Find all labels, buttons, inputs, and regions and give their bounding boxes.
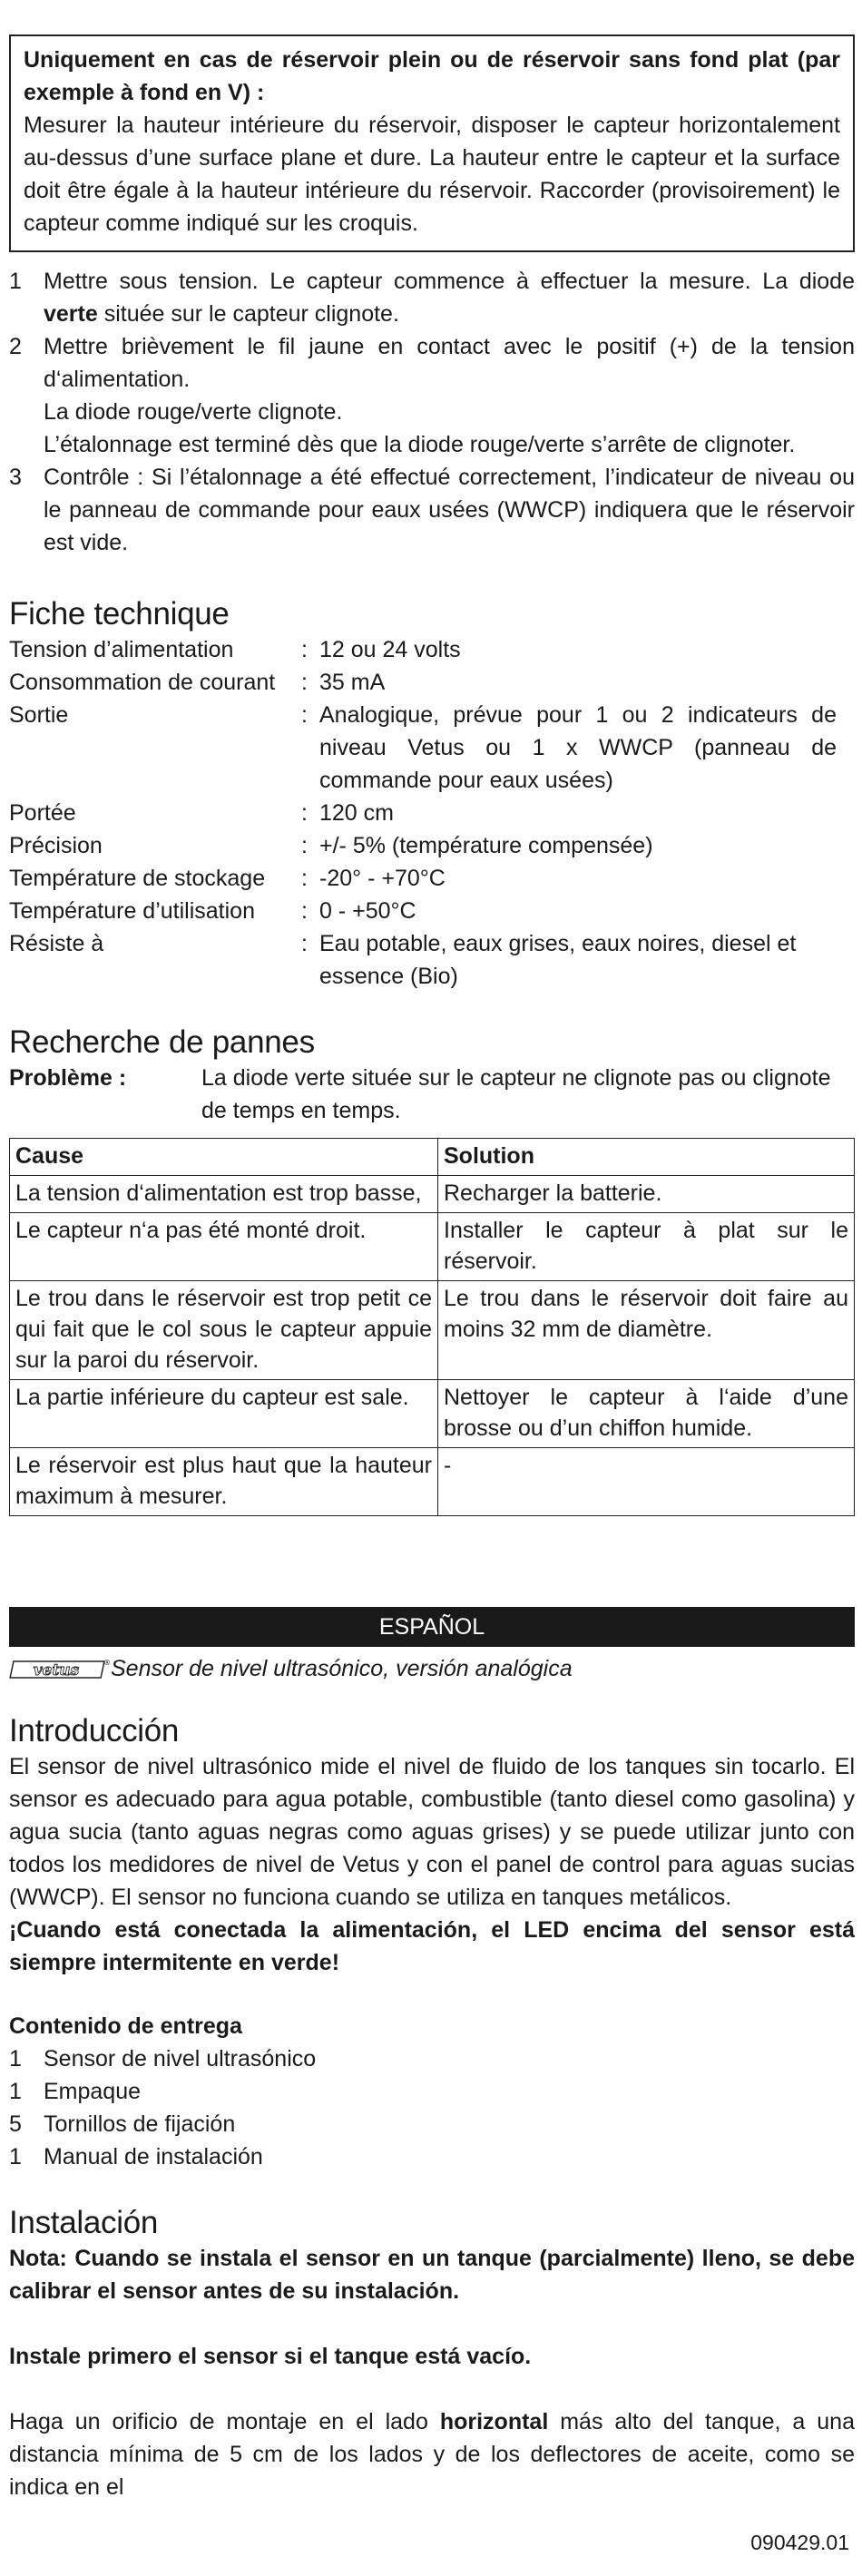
spec-colon: : [301,833,308,858]
note-body: Mesurer la hauteur intérieure du réservoir, disposer le capteur horizontalement au-dessus d’une surface plane et dure. La hauteur entre le capteur et la surface doit être égale à la hauteur intérieure du réservoir. Raccorder (provisoirement) le capteur comme indiqué sur les croquis. [24,113,840,236]
spec-row [9,699,855,797]
recherche-pannes-heading: Recherche de pannes [9,1024,315,1060]
table-row [10,1176,855,1213]
spec-value: 12 ou 24 volts [319,637,461,662]
intro-paragraph: El sensor de nivel ultrasónico mide el nivel de fluido de los tanques sin tocarlo. El sensor es adecuado para agua potable, combustible (tanto diesel como gasolina) y agua sucia (tanto aguas negras como aguas grises) y se puede utilizar junto con todos los medidores de nivel de Vetus y con el panel de control para aguas sucias (WWCP). El sensor no funciona cuando se utiliza en tanques metálicos. [9,1754,855,1910]
list-item [9,2108,855,2140]
solution-cell: Recharger la batterie. [438,1176,855,1213]
spec-row [9,862,855,895]
spec-row [9,666,855,699]
contents-heading: Contenido de entrega [9,2013,242,2039]
spec-key: Précision [9,833,103,858]
list-item [9,2042,855,2075]
intro-warning: ¡Cuando está conectada la alimentación, el LED encima del sensor está siempre intermitente en verde! [9,1917,855,1975]
vetus-logo-icon [9,1657,111,1680]
subtitle-text: Sensor de nivel ultrasónico, versión analógica [111,1656,573,1681]
spec-list [9,633,855,993]
spec-row [9,895,855,927]
list-item [9,2075,855,2108]
spec-key: Consommation de courant [9,670,276,695]
item-text: Manual de instalación [44,2144,263,2170]
spec-colon: : [301,702,308,728]
problem-label: Problème : [9,1065,127,1091]
spec-row [9,927,855,993]
logo-text: vetus [33,1661,80,1680]
table-row [10,1380,855,1448]
svg-text:®: ® [103,1659,111,1667]
table-row [10,1448,855,1516]
spec-key: Température de stockage [9,866,266,891]
installation-text [9,2405,855,2503]
spec-colon: : [301,931,308,956]
step-2 [9,330,855,461]
step-text-part: située sur le capteur clignote. [97,301,399,327]
table-row [10,1213,855,1281]
document-code: 090429.01 [750,2531,849,2554]
step-3 [9,461,855,559]
product-subtitle [9,1652,855,1685]
page-content [9,34,855,2503]
spec-row [9,633,855,666]
fiche-technique-heading: Fiche technique [9,596,230,632]
column-header-cause: Cause [10,1139,438,1176]
solution-cell: Le trou dans le réservoir doit faire au moins 32 mm de diamètre. [438,1281,855,1380]
item-text: Sensor de nivel ultrasónico [44,2046,317,2072]
step-text: Contrôle : Si l’étalonnage a été effectué correctement, l’indicateur de niveau ou le panneau de commande pour eaux usées (WWCP) indiquera que le réservoir est vide. [44,465,855,555]
spec-colon: : [301,637,308,662]
table-row [10,1281,855,1380]
cause-cell: Le capteur n‘a pas été monté droit. [10,1213,438,1281]
text-part: más alto del tanque, a una distancia mínima de 5 cm de los lados y de los deflectores de aceite, como se indica en el [9,2409,855,2500]
step-number: 2 [9,334,22,359]
language-bar: ESPAÑOL [9,1607,855,1647]
calibration-steps [9,265,855,559]
column-header-solution: Solution [438,1139,855,1176]
spec-key: Résiste à [9,931,104,956]
note-title: Uniquement en cas de réservoir plein ou de réservoir sans fond plat (par exemple à fond en V) : [24,47,840,105]
spec-value: Eau potable, eaux grises, eaux noires, diesel et essence (Bio) [319,931,797,989]
step-text [44,330,855,461]
installation-empty-note: Instale primero el sensor si el tanque está vacío. [9,2344,532,2369]
spec-value: -20° - +70°C [319,866,446,891]
step-line: L’étalonnage est terminé dès que la diode rouge/verte s’arrête de clignoter. [44,432,796,457]
solution-cell: Nettoyer le capteur à l‘aide d’une brosse ou d’un chiffon humide. [438,1380,855,1448]
item-text: Empaque [44,2079,142,2104]
spec-value: 120 cm [319,800,394,826]
problem-row [9,1062,855,1127]
spec-value: 0 - +50°C [319,898,416,924]
item-qty: 1 [9,2046,22,2072]
step-text-part: Mettre sous tension. Le capteur commence à effectuer la mesure. La diode [44,269,855,294]
step-line: La diode rouge/verte clignote. [44,399,343,425]
item-qty: 1 [9,2144,22,2170]
troubleshooting-table [9,1138,855,1516]
spec-colon: : [301,670,308,695]
spec-key: Tension d’alimentation [9,637,234,662]
step-number: 1 [9,269,22,294]
spec-value: Analogique, prévue pour 1 ou 2 indicateurs de niveau Vetus ou 1 x WWCP (panneau de commande pour eaux usées) [319,702,837,793]
table-header-row [10,1139,855,1176]
installation-note: Nota: Cuando se instala el sensor en un tanque (parcialmente) lleno, se debe calibrar el sensor antes de su instalación. [9,2246,855,2304]
spec-key: Portée [9,800,76,826]
spec-colon: : [301,800,308,826]
cause-cell: La tension d‘alimentation est trop basse, [10,1176,438,1213]
step-number: 3 [9,465,22,490]
cause-cell: La partie inférieure du capteur est sale. [10,1380,438,1448]
step-text-bold: verte [44,301,98,327]
spec-value: +/- 5% (température compensée) [319,833,653,858]
spec-key: Température d’utilisation [9,898,255,924]
cause-cell: Le réservoir est plus haut que la hauteur maximum à mesurer. [10,1448,438,1516]
solution-cell: Installer le capteur à plat sur le réservoir. [438,1213,855,1281]
step-1 [9,265,855,330]
text-part: Haga un orificio de montaje en el lado [9,2409,440,2434]
cause-cell: Le trou dans le réservoir est trop petit ce qui fait que le col sous le capteur appuie sur la paroi du réservoir. [10,1281,438,1380]
problem-text: La diode verte située sur le capteur ne clignote pas ou clignote de temps en temps. [201,1065,831,1123]
spec-colon: : [301,898,308,924]
instalacion-heading: Instalación [9,2205,159,2240]
item-qty: 5 [9,2111,22,2137]
step-text [44,265,855,330]
solution-cell: - [438,1448,855,1516]
spec-key: Sortie [9,702,69,728]
contents-list [9,2042,855,2173]
list-item [9,2140,855,2173]
item-text: Tornillos de fijación [44,2111,236,2137]
item-qty: 1 [9,2079,22,2104]
spec-colon: : [301,866,308,891]
spec-row [9,797,855,829]
calibration-note-box [9,34,855,252]
spec-row [9,829,855,862]
introduccion-heading: Introducción [9,1713,180,1748]
spec-value: 35 mA [319,670,386,695]
step-line: Mettre brièvement le fil jaune en contact avec le positif (+) de la tension d‘alimentation. [44,334,855,392]
text-bold: horizontal [439,2409,549,2434]
